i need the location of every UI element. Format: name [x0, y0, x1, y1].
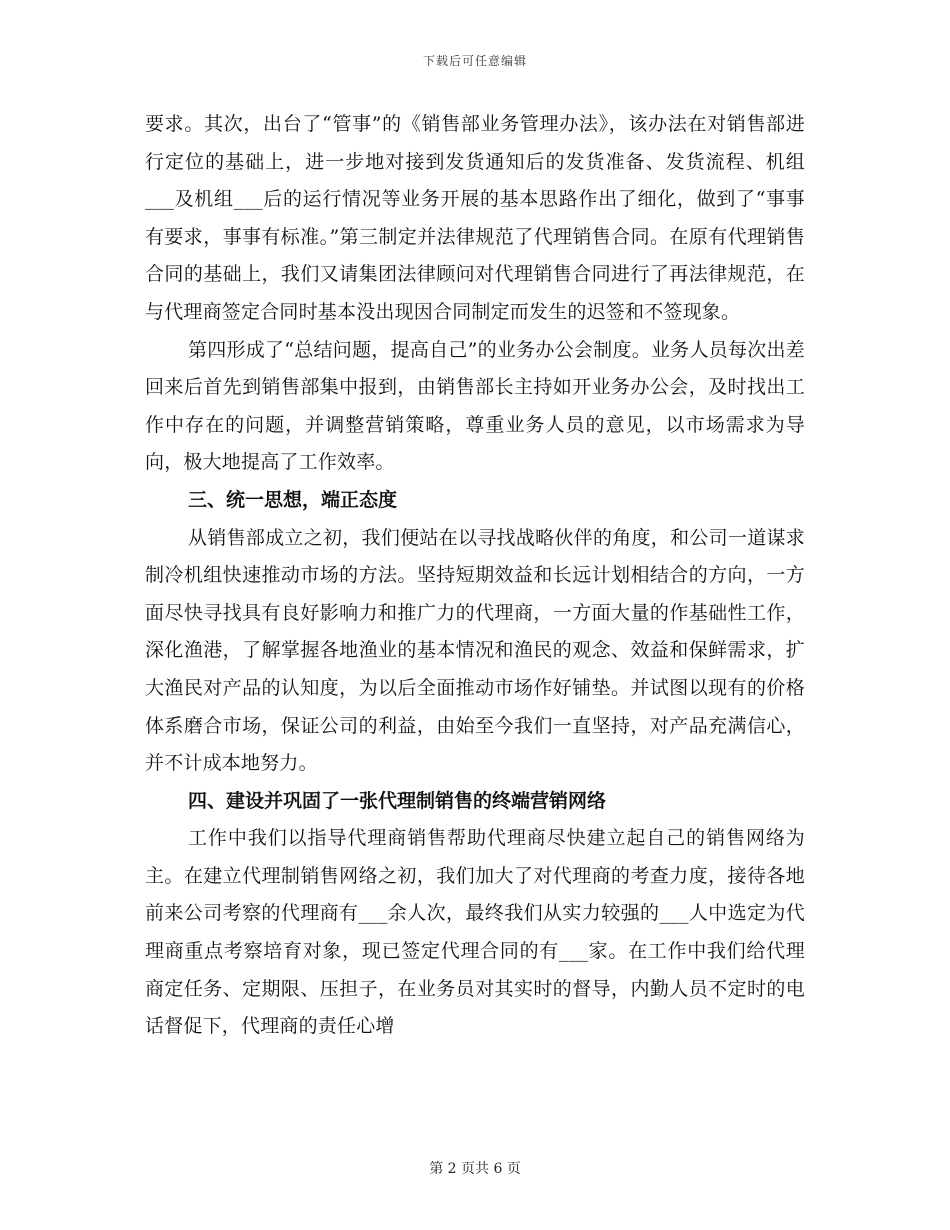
document-body	[145, 106, 805, 1046]
page-header: 下载后可任意编辑	[422, 54, 527, 68]
paragraph-4: 工作中我们以指导代理商销售帮助代理商尽快建立起自己的销售网络为主。在建立代理制销售网络之初，我们加大了对代理商的考查力度，接待各地前来公司考察的代理商有___余人次，最终我们从实力较强的___人中选定为代理商重点考察培育对象，现已签定代理合同的有___家。在工作中我们给代理商定任务、定期限、压担子，在业务员对其实时的督导，内勤人员不定时的电话督促下，代理商的责任心增	[145, 827, 805, 1038]
page-footer: 第 2 页共 6 页	[429, 1161, 521, 1177]
paragraph-1: 要求。其次，出台了“管事”的《销售部业务管理办法》，该办法在对销售部进行定位的基础上，进一步地对接到发货通知后的发货准备、发货流程、机组___及机组___后的运行情况等业务开展的基本思路作出了细化，做到了“事事有要求，事事有标准。”第三制定并法律规范了代理销售合同。在原有代理销售合同的基础上，我们又请集团法律顾问对代理销售合同进行了再法律规范，在与代理商签定合同时基本没出现因合同制定而发生的迟签和不签现象。	[145, 113, 805, 323]
paragraph-2: 第四形成了“总结问题，提高自己”的业务办公会制度。业务人员每次出差回来后首先到销售部集中报到，由销售部长主持如开业务办公会，及时找出工作中存在的问题，并调整营销策略，尊重业务人员的意见，以市场需求为导向，极大地提高了工作效率。	[145, 338, 805, 474]
paragraph-3: 从销售部成立之初，我们便站在以寻找战略伙伴的角度，和公司一道谋求制冷机组快速推动市场的方法。坚持短期效益和长远计划相结合的方向，一方面尽快寻找具有良好影响力和推广力的代理商，一方面大量的作基础性工作，深化渔港，了解掌握各地渔业的基本情况和渔民的观念、效益和保鲜需求，扩大渔民对产品的认知度，为以后全面推动市场作好铺垫。并试图以现有的价格体系磨合市场，保证公司的利益，由始至今我们一直坚持，对产品充满信心，并不计成本地努力。	[145, 526, 805, 775]
section-heading-4: 四、建设并巩固了一张代理制销售的终端营销网络	[188, 789, 607, 812]
section-heading-3: 三、统一思想，端正态度	[188, 488, 398, 511]
